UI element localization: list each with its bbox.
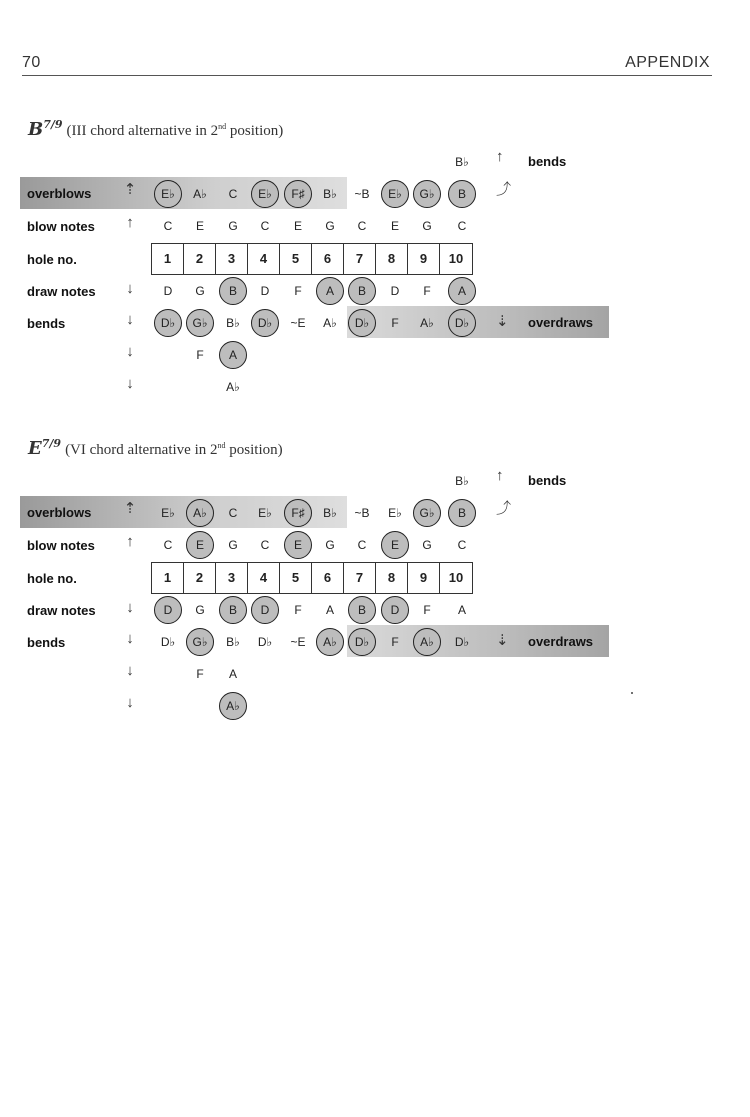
hole-number: 10 <box>448 251 464 266</box>
hole-number: 1 <box>152 563 184 593</box>
overblow-arrow: ⇡ <box>123 500 137 517</box>
overblow-note: E♭ <box>258 506 272 520</box>
bend-note: A♭ <box>314 628 346 656</box>
bend3-note: A♭ <box>226 380 240 394</box>
blow-notes-label: blow notes <box>27 219 95 234</box>
bend-note: D♭ <box>446 309 478 337</box>
hole-number: 5 <box>280 244 312 274</box>
hole-number: 4 <box>248 244 280 274</box>
chord-symbol <box>28 438 61 459</box>
hole-number: 7 <box>344 563 376 593</box>
bend2-arrow: ↓ <box>126 662 134 679</box>
bend2-note: A <box>217 341 249 369</box>
overblow-note: E♭ <box>388 506 402 520</box>
bend-note: D♭ <box>249 309 281 337</box>
overdraw-arrow: ⇣ <box>496 313 509 330</box>
title-ordinal: nd <box>217 441 226 450</box>
hole-number: 8 <box>376 244 408 274</box>
hole-number: 5 <box>280 563 312 593</box>
draw-note: B <box>217 277 249 305</box>
blow-note: G <box>228 219 238 233</box>
bend2-arrow: ↓ <box>126 343 134 360</box>
bend-note: D♭ <box>454 635 470 649</box>
draw-note: A <box>325 603 334 617</box>
bend-note: D♭ <box>152 309 184 337</box>
blow-note: C <box>163 219 173 233</box>
blow-note: G <box>228 538 238 552</box>
hole-number: 2 <box>184 244 216 274</box>
draw-note: D <box>379 596 411 624</box>
chart-title <box>28 118 283 140</box>
bend-note: D♭ <box>160 635 176 649</box>
overblow-note: E♭ <box>249 180 281 208</box>
blow-note: C <box>457 538 467 552</box>
overblow-note: ~B <box>354 506 370 520</box>
bend-note: B♭ <box>226 316 240 330</box>
overblow-right-arrow: ⤴ <box>496 500 512 517</box>
hole-number: 2 <box>184 563 216 593</box>
overblow-note: C <box>228 187 238 201</box>
overblow-arrow: ⇡ <box>123 181 137 198</box>
section-title: APPENDIX <box>625 54 710 71</box>
overdraw-arrow: ⇣ <box>496 632 509 649</box>
blow-note: C <box>260 538 270 552</box>
chord-extension: 7/9 <box>41 437 62 450</box>
draw-note: G <box>195 284 205 298</box>
bend-note: F <box>391 316 399 330</box>
bend-arrow: ↓ <box>126 311 134 328</box>
draw-note: D <box>260 284 270 298</box>
hole-number: 10 <box>448 570 464 585</box>
hole-number: 9 <box>408 563 440 593</box>
bend-note: A♭ <box>411 628 443 656</box>
overblow-note: B <box>446 180 478 208</box>
hole-number: 3 <box>216 244 248 274</box>
blow-note: G <box>325 219 335 233</box>
title-text-end: position) <box>226 123 284 139</box>
bend-up-arrow: ↑ <box>496 148 504 165</box>
bend-up-arrow: ↑ <box>496 467 504 484</box>
draw-notes-label: draw notes <box>27 284 96 299</box>
overblow-note: E♭ <box>161 506 175 520</box>
blow-note: E <box>282 531 314 559</box>
bend3-note: A♭ <box>217 692 249 720</box>
bend2-note: F <box>196 348 204 362</box>
overdraws-label: overdraws <box>528 315 594 330</box>
overblow-note: B <box>446 499 478 527</box>
overblow-note: E♭ <box>152 180 184 208</box>
draw-note: D <box>390 284 400 298</box>
draw-note: D <box>163 284 173 298</box>
bend-note: A♭ <box>323 316 337 330</box>
hole-number: 3 <box>216 563 248 593</box>
draw-note: G <box>195 603 205 617</box>
draw-note: D <box>152 596 184 624</box>
blow-note: E <box>195 219 204 233</box>
draw-note: F <box>423 284 431 298</box>
overblow-right-arrow: ⤴ <box>496 181 512 198</box>
overblow-note: B♭ <box>323 506 337 520</box>
chord-extension: 7/9 <box>43 118 63 131</box>
draw-note: F <box>294 603 302 617</box>
bend-note: ~E <box>290 635 306 649</box>
overblows-label: overblows <box>27 186 92 201</box>
overblow-note: A♭ <box>193 187 207 201</box>
top-bend-note: B♭ <box>455 155 469 169</box>
bend-note: D♭ <box>257 635 273 649</box>
overblow-note: E♭ <box>379 180 411 208</box>
hole-number: 6 <box>312 563 344 593</box>
draw-note: B <box>346 596 378 624</box>
bend-note: F <box>391 635 399 649</box>
blow-note: C <box>357 219 367 233</box>
bend2-note: A <box>228 667 237 681</box>
overblow-note: G♭ <box>411 499 443 527</box>
blow-note: C <box>260 219 270 233</box>
chord-symbol <box>28 119 63 140</box>
blow-arrow: ↑ <box>126 533 134 550</box>
chart-title <box>28 437 283 459</box>
bends-right-label: bends <box>528 473 567 488</box>
hole-numbers <box>151 562 473 594</box>
overblow-note: B♭ <box>323 187 337 201</box>
draw-note: A <box>446 277 478 305</box>
blow-arrow: ↑ <box>126 214 134 231</box>
bends-label: bends <box>27 316 66 331</box>
draw-arrow: ↓ <box>126 599 134 616</box>
bend-note: D♭ <box>346 309 378 337</box>
bend3-arrow: ↓ <box>126 694 134 711</box>
draw-note: A <box>457 603 466 617</box>
hole-number: 7 <box>344 244 376 274</box>
bend-note: B♭ <box>226 635 240 649</box>
blow-note: C <box>163 538 173 552</box>
page-number: 70 <box>22 54 41 71</box>
blow-note: G <box>325 538 335 552</box>
overdraws-label: overdraws <box>528 634 594 649</box>
draw-arrow: ↓ <box>126 280 134 297</box>
draw-note: D <box>249 596 281 624</box>
overblow-note: F♯ <box>282 180 314 208</box>
draw-notes-label: draw notes <box>27 603 96 618</box>
hole-no-label: hole no. <box>27 252 77 267</box>
bend-note: G♭ <box>184 628 216 656</box>
title-text: (III chord alternative in 2 <box>66 123 219 139</box>
hole-number: 8 <box>376 563 408 593</box>
draw-note: A <box>314 277 346 305</box>
bend-note: ~E <box>290 316 306 330</box>
blow-note: E <box>293 219 302 233</box>
title-text-end: position) <box>225 442 283 458</box>
bend3-arrow: ↓ <box>126 375 134 392</box>
overblow-note: F♯ <box>282 499 314 527</box>
bends-label: bends <box>27 635 66 650</box>
chord-letter: E <box>28 438 42 459</box>
hole-numbers <box>151 243 473 275</box>
bend-note: A♭ <box>420 316 434 330</box>
bend-note: G♭ <box>184 309 216 337</box>
overblows-label: overblows <box>27 505 92 520</box>
blow-note: G <box>422 219 432 233</box>
draw-note: F <box>294 284 302 298</box>
blow-notes-label: blow notes <box>27 538 95 553</box>
draw-note: B <box>346 277 378 305</box>
blow-note: E <box>390 219 399 233</box>
overblow-note: G♭ <box>411 180 443 208</box>
blow-note: E <box>184 531 216 559</box>
hole-no-label: hole no. <box>27 571 77 586</box>
blow-note: C <box>457 219 467 233</box>
blow-note: G <box>422 538 432 552</box>
top-bend-note: B♭ <box>455 474 469 488</box>
overblow-note: A♭ <box>184 499 216 527</box>
blow-note: C <box>357 538 367 552</box>
blow-note: E <box>379 531 411 559</box>
header-rule <box>22 75 712 76</box>
bends-right-label: bends <box>528 154 567 169</box>
draw-note: F <box>423 603 431 617</box>
hole-number: 1 <box>152 244 184 274</box>
overblow-note: ~B <box>354 187 370 201</box>
bend-arrow: ↓ <box>126 630 134 647</box>
chord-letter: B <box>28 119 44 140</box>
draw-note: B <box>217 596 249 624</box>
hole-number: 6 <box>312 244 344 274</box>
title-text: (VI chord alternative in 2 <box>65 442 218 458</box>
bend-note: D♭ <box>346 628 378 656</box>
speck <box>631 692 633 694</box>
hole-number: 4 <box>248 563 280 593</box>
title-ordinal: nd <box>218 122 227 131</box>
overblow-note: C <box>228 506 238 520</box>
hole-number: 9 <box>408 244 440 274</box>
bend2-note: F <box>196 667 204 681</box>
